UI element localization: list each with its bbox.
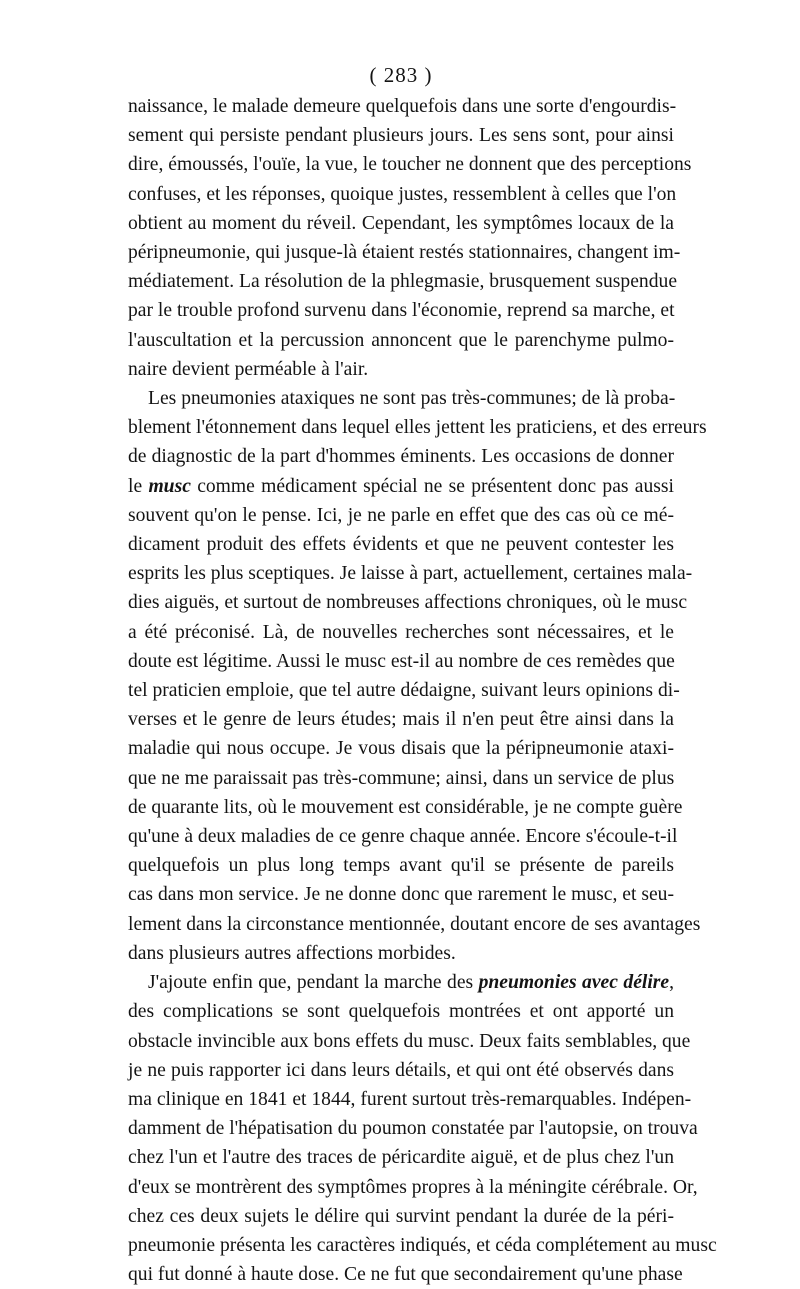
text-line: par le trouble profond survenu dans l'économie, reprend sa marche, et [128, 300, 675, 322]
emphasis: pneumonies avec délire [478, 972, 670, 994]
text-line: de quarante lits, où le mouvement est considérable, je ne compte guère [128, 796, 683, 818]
text-line: lement dans la circonstance mentionnée, doutant encore de ses avantages [128, 913, 701, 935]
text-line: l'auscultation et la percussion annoncent que le parenchyme pulmo- [128, 329, 674, 351]
text-line: doute est légitime. Aussi le musc est-il au nombre de ces remèdes que [128, 650, 675, 672]
text-line: dans plusieurs autres affections morbides. [128, 942, 456, 964]
text-line: qu'une à deux maladies de ce genre chaque année. Encore s'écoule-t-il [128, 826, 678, 848]
paragraph [128, 92, 692, 384]
text-line: dies aiguës, et surtout de nombreuses affections chroniques, où le musc [128, 592, 688, 614]
text-line: blement l'étonnement dans lequel elles jettent les praticiens, et des erreurs [128, 417, 707, 439]
text-line: maladie qui nous occupe. Je vous disais que la péripneumonie ataxi- [128, 738, 674, 760]
text-line: le musc comme médicament spécial ne se présentent donc pas aussi [128, 475, 674, 497]
text-line: sement qui persiste pendant plusieurs jours. Les sens sont, pour ainsi [128, 125, 674, 147]
text-line: je ne puis rapporter ici dans leurs détails, et qui ont été observés dans [128, 1059, 674, 1081]
text-line: obtient au moment du réveil. Cependant, les symptômes locaux de la [128, 212, 674, 234]
text-line: d'eux se montrèrent des symptômes propres à la méningite cérébrale. Or, [128, 1176, 698, 1198]
text-line: damment de l'hépatisation du poumon constatée par l'autopsie, on trouva [128, 1118, 698, 1140]
text-line: médiatement. La résolution de la phlegmasie, brusquement suspendue [128, 271, 678, 293]
text-line: chez l'un et l'autre des traces de péricardite aiguë, et de plus chez l'un [128, 1147, 674, 1169]
text-line: esprits les plus sceptiques. Je laisse à part, actuellement, certaines mala- [128, 563, 693, 585]
paragraph [128, 968, 717, 1289]
text-line: dicament produit des effets évidents et que ne peuvent contester les [128, 534, 674, 556]
text-line: quelquefois un plus long temps avant qu'il se présente de pareils [128, 855, 674, 877]
paragraph [128, 384, 707, 968]
text-line: verses et le genre de leurs études; mais il n'en peut être ainsi dans la [128, 709, 674, 731]
text-line: que ne me paraissait pas très-commune; ainsi, dans un service de plus [128, 767, 675, 789]
text-line: souvent qu'on le pense. Ici, je ne parle en effet que des cas où ce mé- [128, 504, 674, 526]
text-line: a été préconisé. Là, de nouvelles recherches sont nécessaires, et le [128, 621, 674, 643]
text-line: chez ces deux sujets le délire qui survint pendant la durée de la péri- [128, 1205, 674, 1227]
book-page [128, 60, 717, 1289]
text-line: ma clinique en 1841 et 1844, furent surtout très-remarquables. Indépen- [128, 1088, 692, 1110]
text-line: naire devient perméable à l'air. [128, 358, 369, 380]
text-body [128, 92, 717, 1289]
text-line: des complications se sont quelquefois montrées et ont apporté un [128, 1001, 674, 1023]
text-line: péripneumonie, qui jusque-là étaient restés stationnaires, changent im- [128, 242, 681, 264]
text-line: Les pneumonies ataxiques ne sont pas très-communes; de là proba- [148, 388, 676, 410]
emphasis: musc [148, 475, 191, 497]
text-line: J'ajoute enfin que, pendant la marche des pneumonies avec délire, [148, 972, 675, 994]
text-line: de diagnostic de la part d'hommes éminents. Les occasions de donner [128, 446, 674, 468]
page-number: ( 283 ) [369, 63, 433, 87]
text-line: confuses, et les réponses, quoique justes, ressemblent à celles que l'on [128, 183, 677, 205]
text-line: naissance, le malade demeure quelquefois dans une sorte d'engourdis- [128, 96, 677, 117]
text-line: qui fut donné à haute dose. Ce ne fut que secondairement qu'une phase [128, 1264, 683, 1286]
text-line: tel praticien emploie, que tel autre dédaigne, suivant leurs opinions di- [128, 680, 680, 702]
text-line: obstacle invincible aux bons effets du musc. Deux faits semblables, que [128, 1030, 691, 1052]
text-line: cas dans mon service. Je ne donne donc que rarement le musc, et seu- [128, 884, 674, 906]
text-line: pneumonie présenta les caractères indiqués, et céda complétement au musc [128, 1234, 717, 1256]
text-line: dire, émoussés, l'ouïe, la vue, le toucher ne donnent que des perceptions [128, 154, 692, 176]
